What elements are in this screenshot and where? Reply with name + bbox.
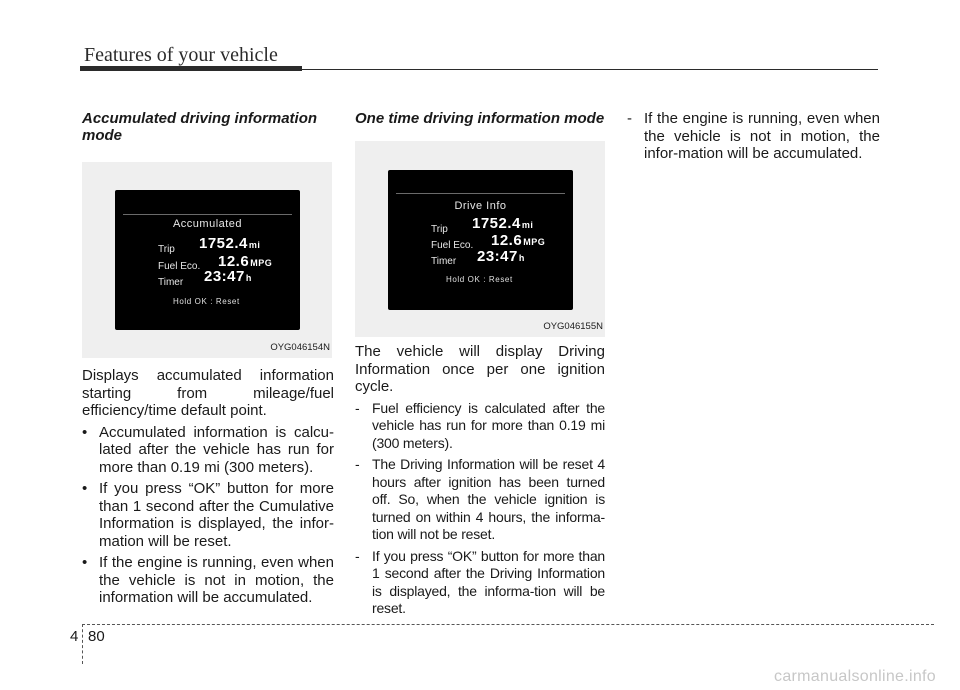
timer-label: Timer: [158, 277, 184, 288]
display-divider: [123, 214, 292, 215]
list-item: - The Driving Information will be reset 4 hours after ignition has been turned off. So, when the vehicle ignition is turned on within 4 hours, the informa-tion will not be reset.: [355, 456, 605, 544]
cluster-display: [388, 170, 573, 310]
timer-label: Timer: [431, 256, 457, 267]
header-rule-thick: [80, 66, 302, 71]
display-title: Drive Info: [454, 200, 507, 212]
display-divider: [396, 193, 565, 194]
trip-value: 1752.4mi: [472, 215, 534, 232]
page-header-title: Features of your vehicle: [84, 44, 278, 66]
watermark: carmanualsonline.info: [774, 668, 936, 685]
section-number: 4: [70, 628, 79, 645]
intro-paragraph: The vehicle will display Driving Information once per one ignition cycle.: [355, 343, 605, 395]
footer-vertical-divider: [82, 624, 83, 664]
fuel-value: 12.6MPG: [491, 232, 546, 249]
list-item: • Accumulated information is calcu-lated after the vehicle has run for more than 0.19 mi (300 meters).: [82, 424, 334, 477]
header-rule-thin: [302, 69, 878, 70]
page-number: 80: [88, 628, 105, 645]
column-continued: [627, 110, 880, 163]
dash-list: [355, 400, 605, 618]
bullet-list: [82, 424, 334, 607]
timer-value: 23:47h: [477, 248, 525, 265]
list-item: - Fuel efficiency is calculated after the vehicle has run for more than 0.19 mi (300 meters).: [355, 400, 605, 453]
section-heading-one-time: One time driving information mode: [355, 110, 605, 127]
list-item: - If the engine is running, even when the vehicle is not in motion, the infor-mation will be accumulated.: [627, 110, 880, 163]
intro-paragraph: Displays accumulated information starting from mileage/fuel efficiency/time default point.: [82, 367, 334, 419]
reset-hint: Hold OK : Reset: [446, 275, 513, 284]
figure-drive-info: [355, 141, 605, 337]
trip-label: Trip: [431, 224, 448, 235]
figure-caption: OYG046155N: [543, 320, 603, 332]
cluster-display: [115, 190, 300, 330]
display-title: Accumulated: [172, 218, 243, 230]
fuel-label: Fuel Eco.: [158, 261, 201, 272]
reset-hint: Hold OK : Reset: [173, 297, 240, 306]
trip-label: Trip: [158, 244, 175, 255]
list-item: • If the engine is running, even when the vehicle is not in motion, the information will be accumulated.: [82, 554, 334, 607]
column-accumulated: [82, 110, 334, 607]
dash-list: [627, 110, 880, 163]
fuel-label: Fuel Eco.: [431, 240, 474, 251]
section-heading-accumulated: Accumulated driving information mode: [82, 110, 318, 144]
fuel-value: 12.6MPG: [218, 253, 273, 270]
figure-accumulated: [82, 162, 332, 358]
timer-value: 23:47h: [204, 268, 252, 285]
footer-divider: [82, 624, 934, 625]
trip-value: 1752.4mi: [199, 235, 261, 252]
list-item: - If you press “OK” button for more than 1 second after the Driving Information is displayed, the informa-tion will be reset.: [355, 548, 605, 618]
figure-caption: OYG046154N: [270, 341, 330, 353]
list-item: • If you press “OK” button for more than 1 second after the Cumulative Information is displayed, the infor-mation will be reset.: [82, 480, 334, 550]
column-one-time: [355, 110, 605, 618]
